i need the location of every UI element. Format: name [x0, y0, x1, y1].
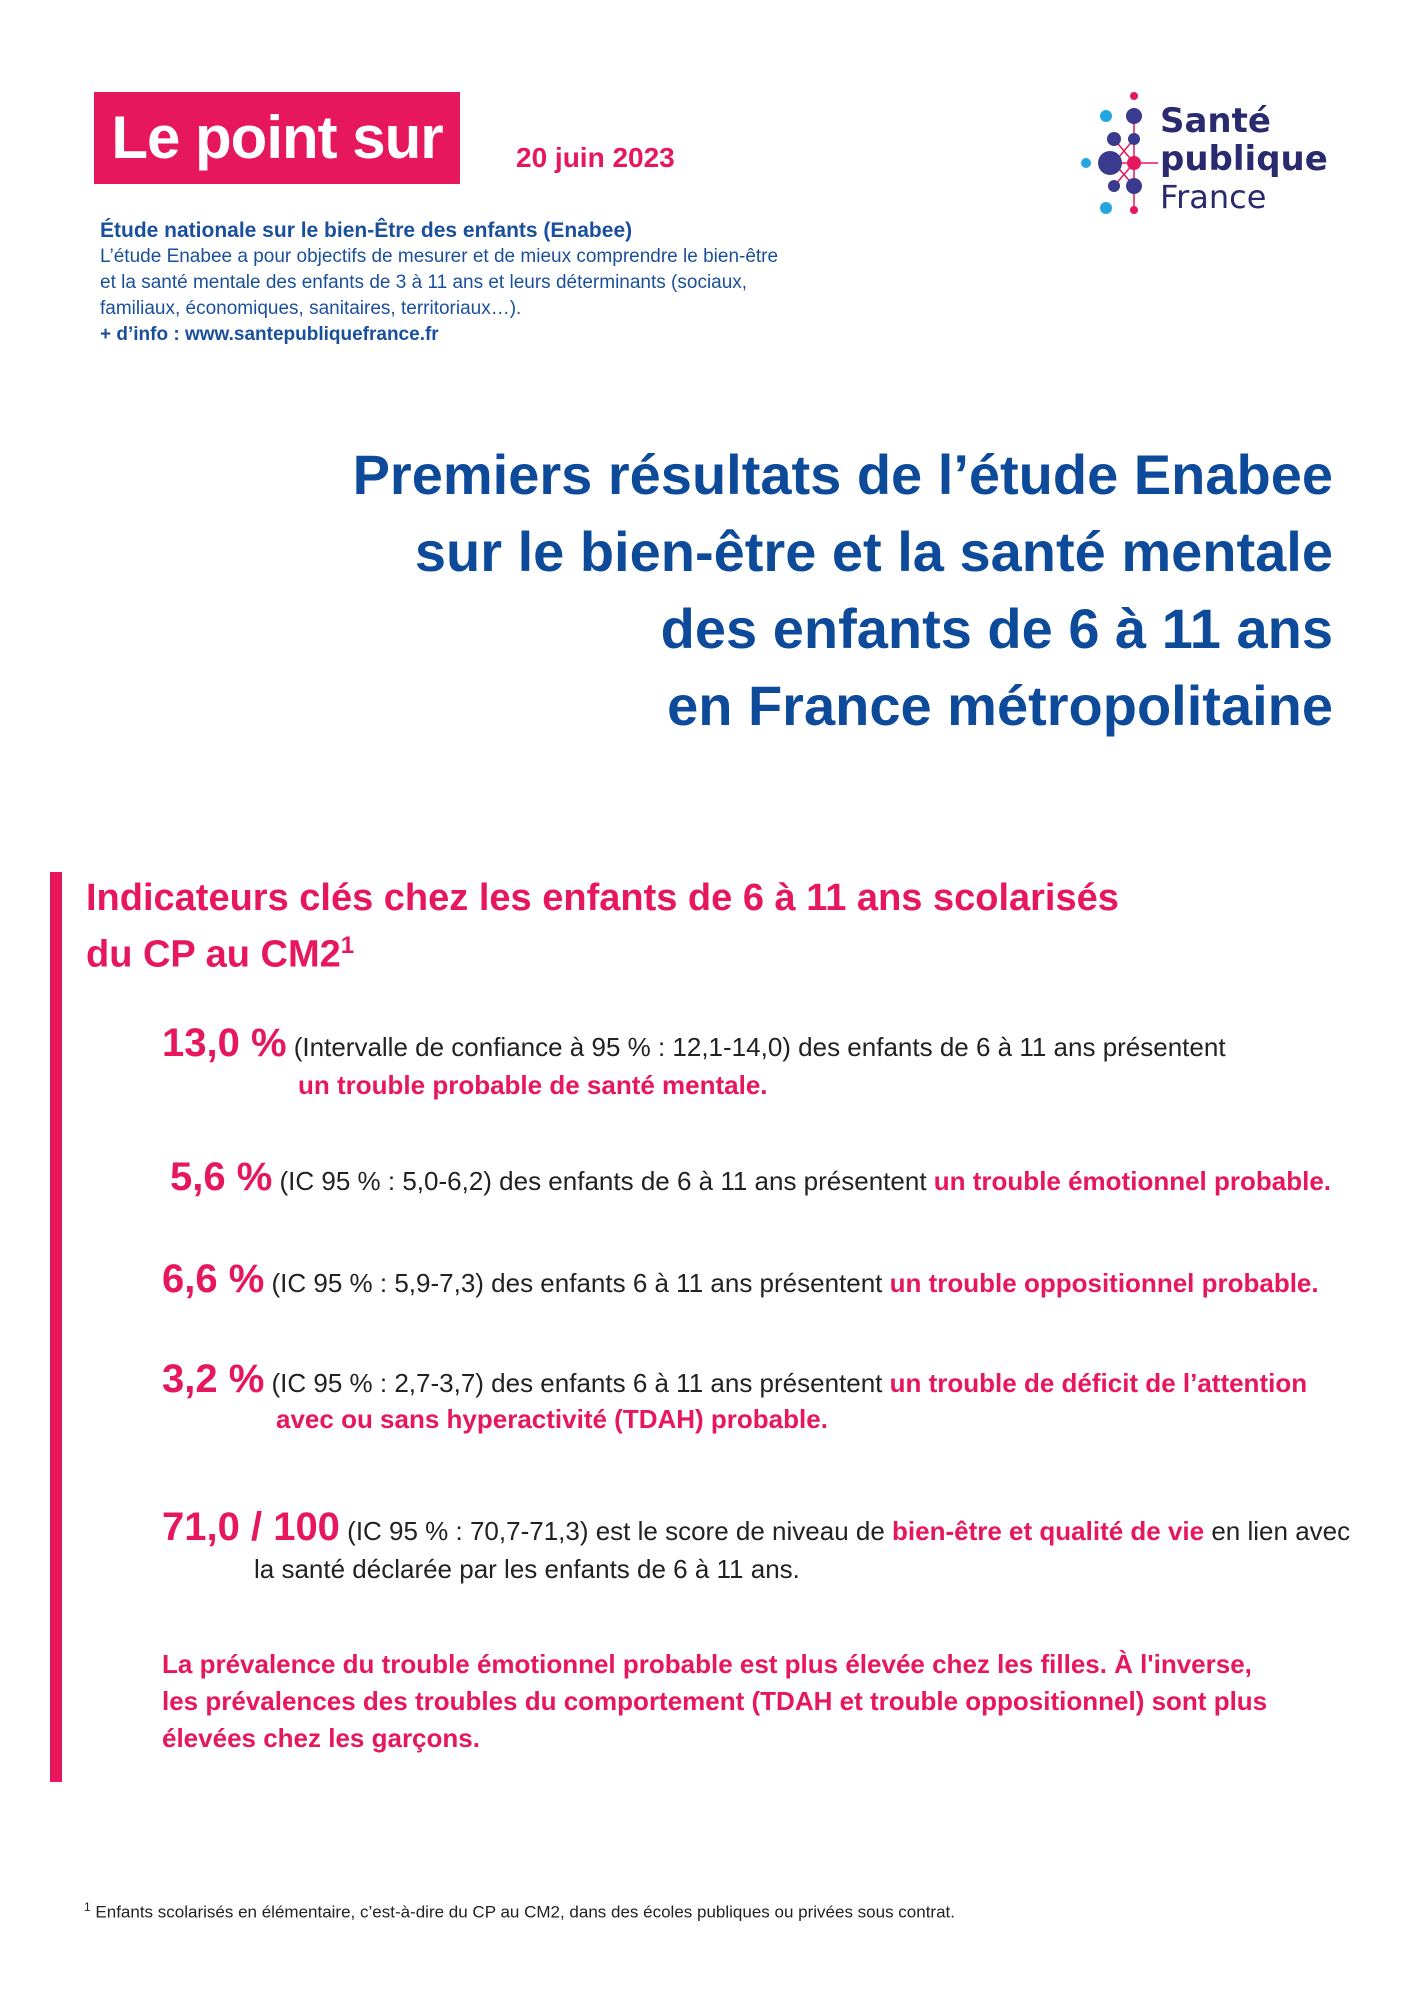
indicator-text: (IC 95 % : 5,0-6,2) des enfants de 6 à 11 ans présentent [272, 1166, 934, 1196]
section-title-line: Indicateurs clés chez les enfants de 6 à 11 ans scolarisés [86, 877, 1119, 919]
intro-line: L’étude Enabee a pour objectifs de mesurer et de mieux comprendre le bien-être [100, 246, 779, 267]
indicator-emotional [170, 1155, 1332, 1200]
title-line: des enfants de 6 à 11 ans [660, 597, 1333, 660]
logo-dots-icon [1048, 86, 1158, 246]
more-info-link[interactable]: + d’info : www.santepubliquefrance.fr [100, 324, 439, 345]
publication-date: 20 juin 2023 [516, 142, 675, 173]
title-line: sur le bien-être et la santé mentale [414, 520, 1333, 583]
logo-line-2: publique [1160, 139, 1328, 179]
intro-line: et la santé mentale des enfants de 3 à 11 ans et leurs déterminants (sociaux, [100, 272, 748, 293]
study-intro [100, 218, 940, 348]
logo-line-3: France [1160, 178, 1267, 216]
title-line: en France métropolitaine [667, 674, 1333, 737]
footnote-text: Enfants scolarisés en élémentaire, c’est-à-dire du CP au CM2, dans des écoles publiques ou privées sous contrat. [90, 1902, 955, 1922]
brand-banner [94, 92, 460, 184]
conclusion-text [162, 1646, 1302, 1757]
intro-line: familiaux, économiques, sanitaires, territoriaux…). [100, 298, 522, 319]
brand-label: Le point sur [111, 104, 443, 171]
indicator-text: (IC 95 % : 2,7-3,7) des enfants 6 à 11 ans présentent [264, 1368, 890, 1398]
section-title-line: du CP au CM2 [86, 933, 341, 976]
indicator-value: 6,6 % [162, 1257, 265, 1301]
section-title [86, 874, 1326, 979]
indicator-highlight: un trouble oppositionnel probable. [889, 1268, 1319, 1298]
indicator-text: (IC 95 % : 5,9-7,3) des enfants 6 à 11 ans présentent [264, 1268, 890, 1298]
indicator-text: (Intervalle de confiance à 95 % : 12,1-14,0) des enfants de 6 à 11 ans présentent [286, 1032, 1226, 1062]
indicator-highlight: un trouble probable de santé mentale. [298, 1070, 768, 1100]
conclusion-line: les prévalences des troubles du comportement (TDAH et trouble oppositionnel) sont plus [162, 1686, 1268, 1716]
indicator-highlight: un trouble émotionnel probable. [933, 1166, 1332, 1196]
indicator-text-line2: la santé déclarée par les enfants de 6 à 11 ans. [254, 1554, 800, 1584]
indicator-wellbeing-score [162, 1505, 1351, 1584]
title-line: Premiers résultats de l’étude Enabee [352, 443, 1333, 506]
footnote-ref: 1 [340, 932, 355, 959]
footnote [84, 1900, 955, 1923]
sante-publique-france-logo [1048, 86, 1338, 246]
indicator-value: 13,0 % [162, 1021, 287, 1065]
indicator-value: 3,2 % [162, 1357, 265, 1401]
indicator-highlight-cont: avec ou sans hyperactivité (TDAH) probable. [276, 1404, 828, 1434]
conclusion-line: La prévalence du trouble émotionnel probable est plus élevée chez les filles. À l'inverse, [162, 1649, 1252, 1679]
intro-title: Étude nationale sur le bien-Être des enfants (Enabee) [100, 219, 633, 242]
conclusion-line: élevées chez les garçons. [162, 1723, 480, 1753]
indicator-adhd [162, 1357, 1308, 1434]
indicator-value: 5,6 % [170, 1155, 273, 1199]
indicator-highlight: bien-être et qualité de vie [892, 1516, 1205, 1546]
indicator-text-cont: en lien avec [1204, 1516, 1351, 1546]
indicator-text: (IC 95 % : 70,7-71,3) est le score de niveau de [339, 1516, 893, 1546]
indicator-highlight: un trouble de déficit de l’attention [889, 1368, 1308, 1398]
indicator-mental-health [162, 1021, 1226, 1100]
indicator-oppositional [162, 1257, 1319, 1302]
indicator-value: 71,0 / 100 [162, 1505, 340, 1549]
footnote-mark: 1 [84, 1900, 91, 1914]
section-accent-bar [50, 872, 62, 1782]
page-title [153, 436, 1333, 744]
logo-wordmark [1160, 102, 1328, 216]
logo-line-1: Santé [1160, 101, 1271, 141]
